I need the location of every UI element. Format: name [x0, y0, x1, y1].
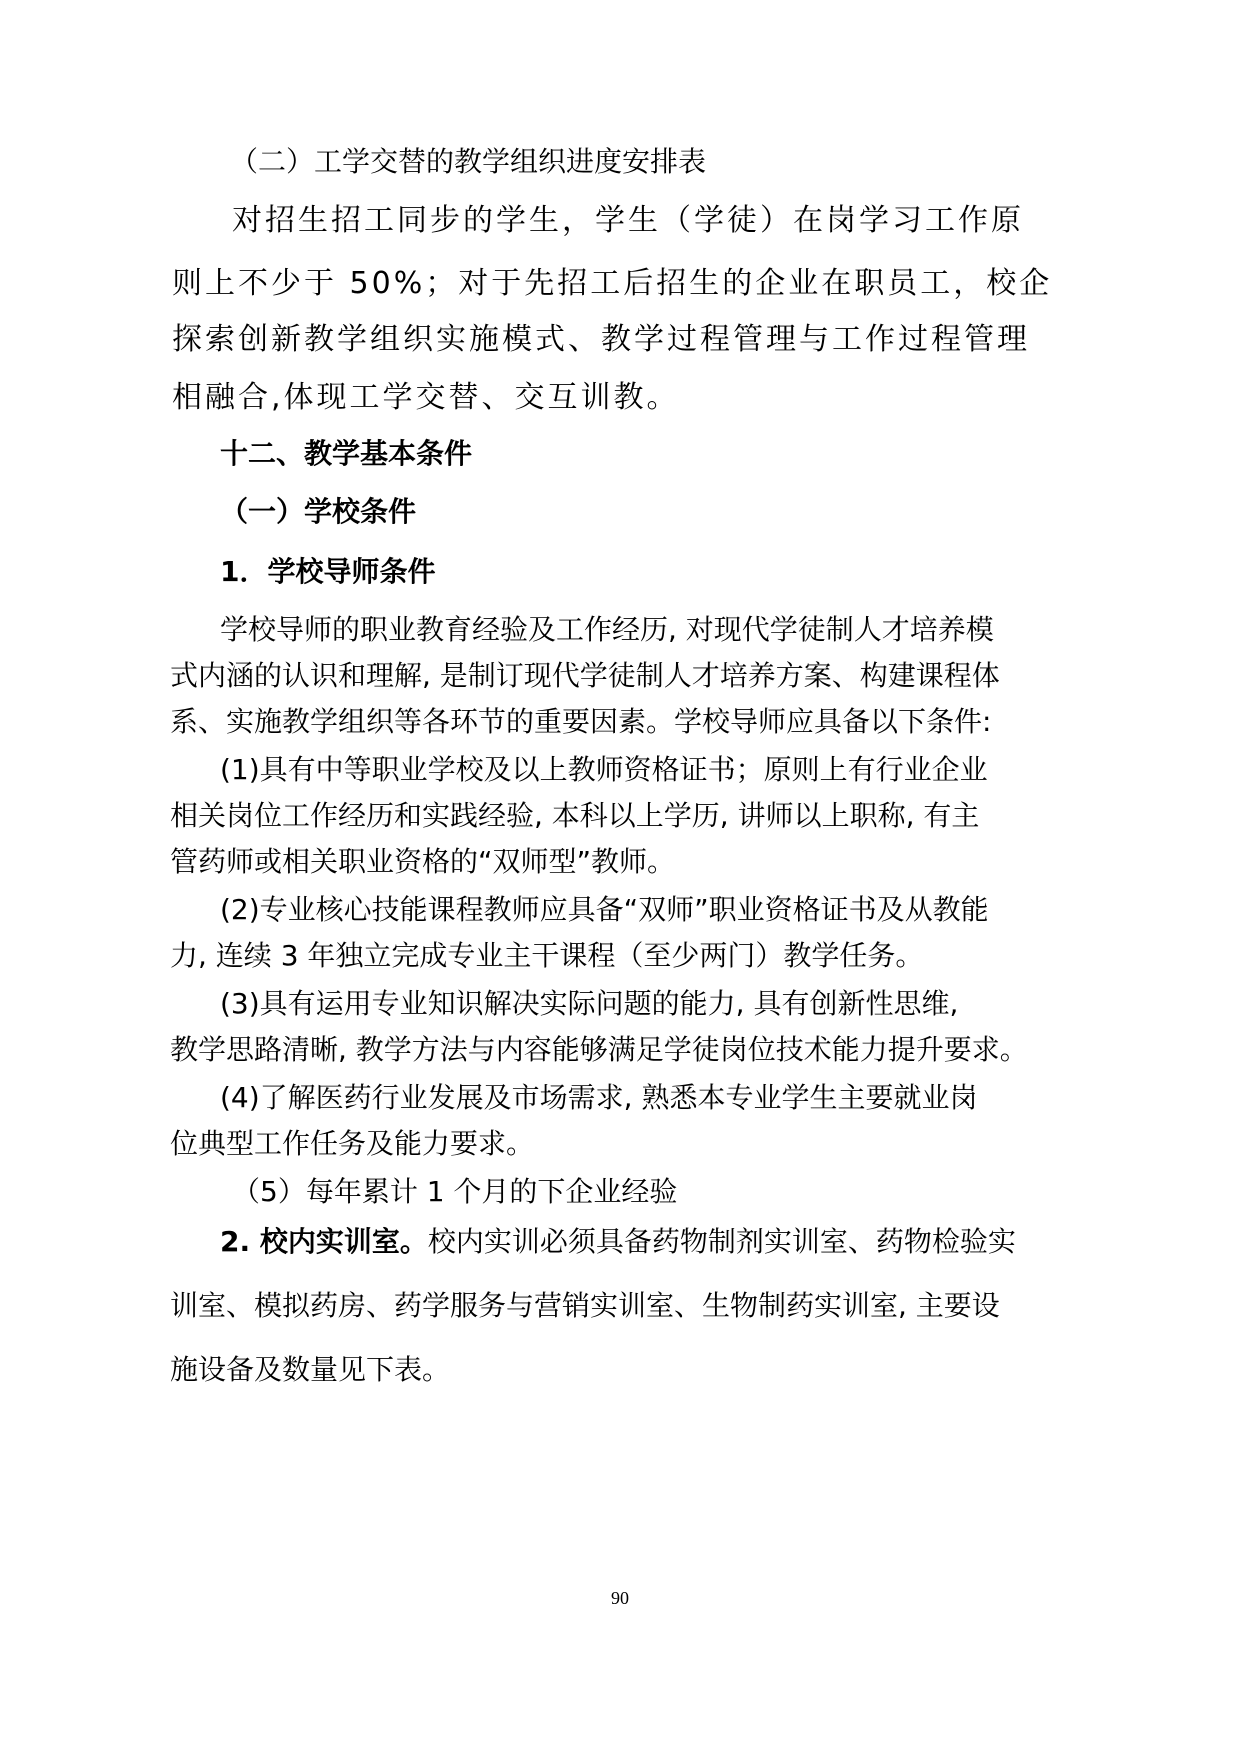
condition-2-line-2: 力, 连续 3 年独立完成专业主干课程（至少两门）教学任务。 [170, 939, 924, 972]
page-number: 90 [611, 1588, 629, 1608]
condition-3-line-2: 教学思路清晰, 教学方法与内容能够满足学徒岗位技术能力提升要求。 [170, 1033, 1028, 1066]
condition-5: （5）每年累计 1 个月的下企业经验 [232, 1175, 678, 1208]
tutor-line-3: 系、实施教学组织等各环节的重要因素。学校导师应具备以下条件: [170, 705, 992, 738]
intro-line-3: 探索创新教学组织实施模式、教学过程管理与工作过程管理 [172, 322, 1030, 357]
tutor-line-2: 式内涵的认识和理解, 是制订现代学徒制人才培养方案、构建课程体 [170, 659, 1000, 692]
subsection-heading: （一）学校条件 [220, 495, 417, 528]
section-heading: （二）工学交替的教学组织进度安排表 [230, 145, 707, 178]
intro-line-2: 则上不少于 50%；对于先招工后招生的企业在职员工，校企 [172, 266, 1053, 301]
training-line-1 [220, 1222, 1016, 1262]
condition-4-line-2: 位典型工作任务及能力要求。 [170, 1127, 535, 1160]
condition-1-line-1: (1)具有中等职业学校及以上教师资格证书；原则上有行业企业 [220, 753, 988, 786]
training-lead: 2. 校内实训室。 [220, 1225, 428, 1258]
training-line-3: 施设备及数量见下表。 [170, 1353, 451, 1386]
condition-3-line-1: (3)具有运用专业知识解决实际问题的能力, 具有创新性思维, [220, 987, 959, 1020]
tutor-line-1: 学校导师的职业教育经验及工作经历, 对现代学徒制人才培养模 [220, 613, 994, 646]
condition-1-line-3: 管药师或相关职业资格的“双师型”教师。 [170, 845, 676, 878]
intro-line-1: 对招生招工同步的学生，学生（学徒）在岗学习工作原 [232, 203, 1024, 238]
condition-2-line-1: (2)专业核心技能课程教师应具备“双师”职业资格证书及从教能 [220, 893, 989, 926]
item-heading: 1．学校导师条件 [220, 555, 436, 588]
chapter-heading: 十二、教学基本条件 [220, 437, 473, 470]
training-line-2: 训室、模拟药房、药学服务与营销实训室、生物制药实训室, 主要设 [170, 1289, 1000, 1322]
condition-1-line-2: 相关岗位工作经历和实践经验, 本科以上学历, 讲师以上职称, 有主 [170, 799, 980, 832]
training-text-1: 校内实训必须具备药物制剂实训室、药物检验实 [427, 1225, 1016, 1258]
condition-4-line-1: (4)了解医药行业发展及市场需求, 熟悉本专业学生主要就业岗 [220, 1081, 978, 1114]
intro-line-4: 相融合,体现工学交替、交互训教。 [172, 380, 680, 415]
